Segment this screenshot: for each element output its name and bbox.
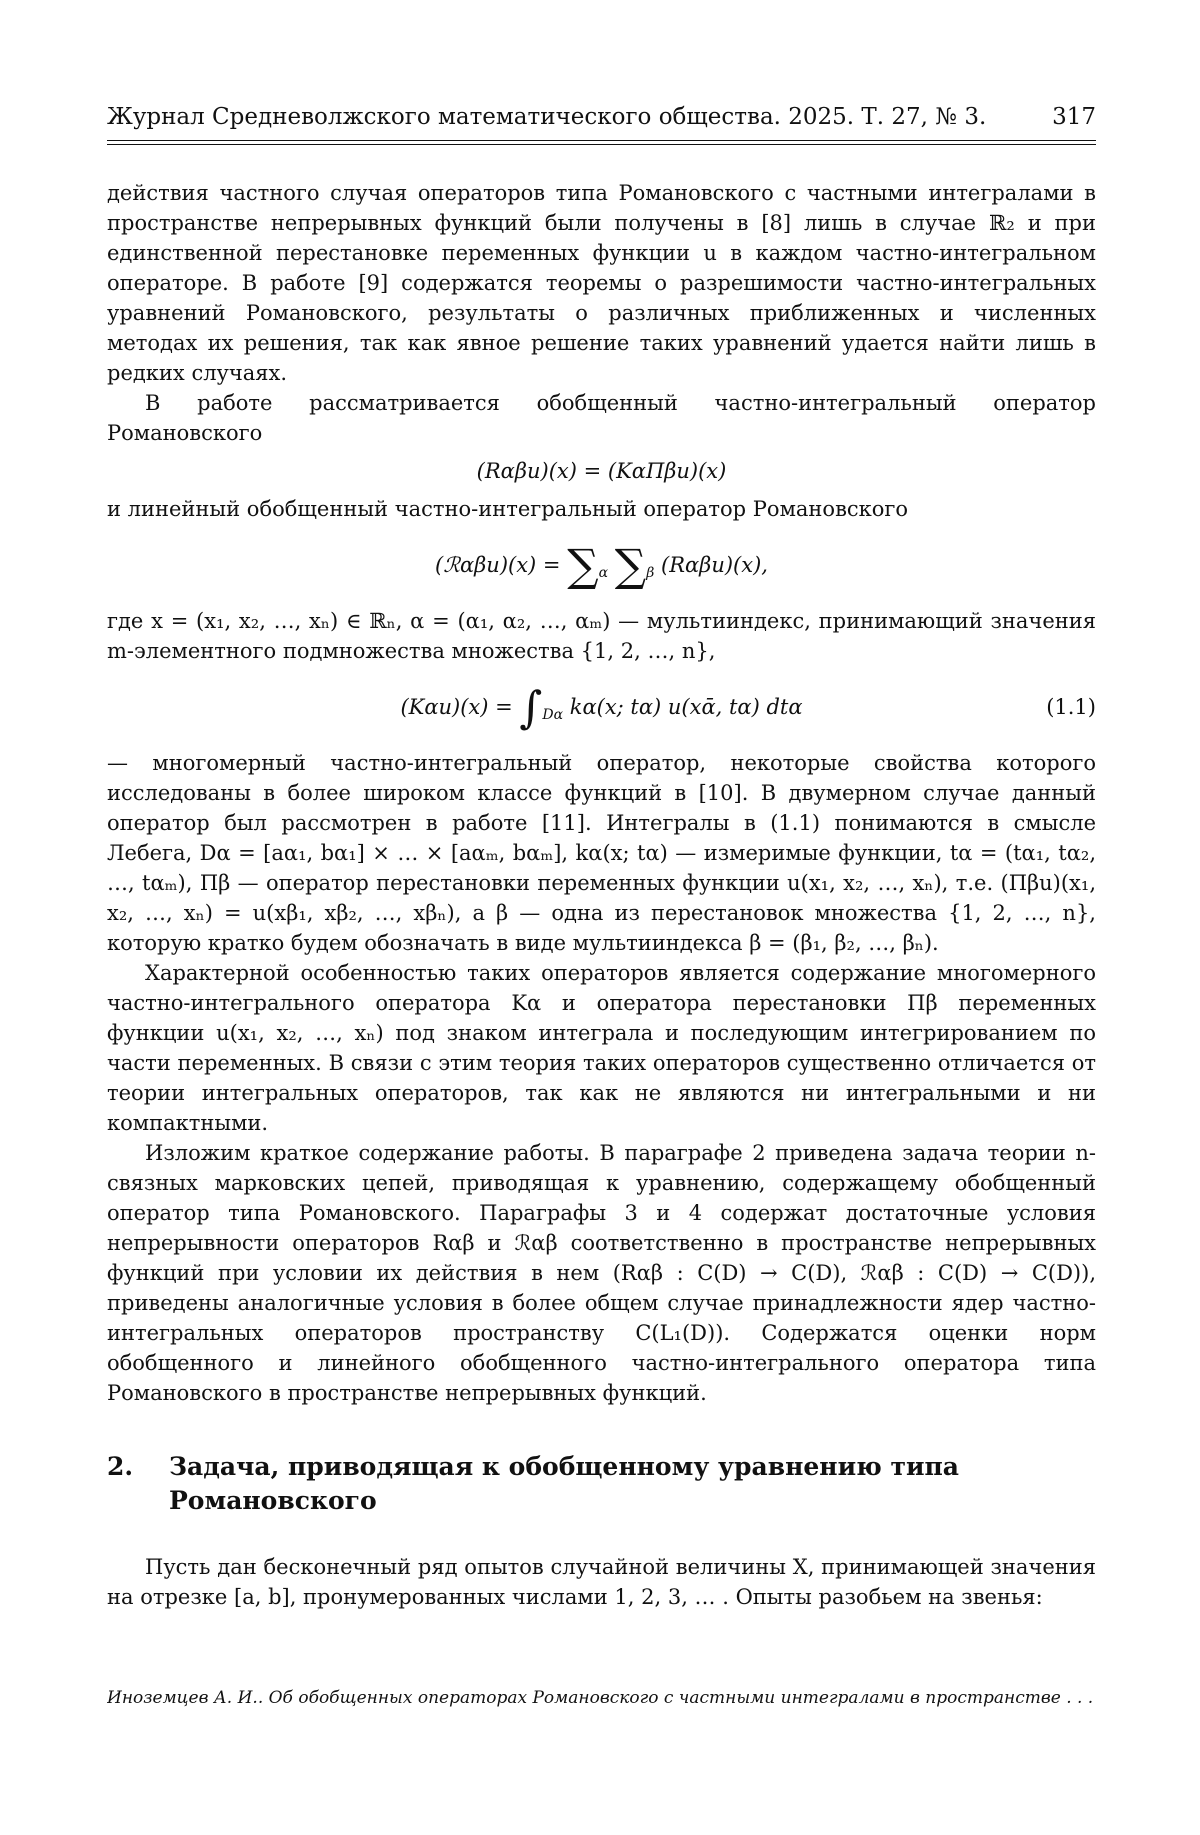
journal-title: Журнал Средневолжского математического общества. 2025. Т. 27, № 3. — [107, 104, 987, 130]
sum-sign-beta: ∑ — [614, 540, 647, 592]
running-header — [107, 104, 1096, 138]
sum-index-alpha: α — [598, 565, 609, 582]
paragraph-2: В работе рассматривается обобщенный частно-интегральный оператор Романовского — [107, 391, 1096, 445]
equation-3-right: kα(x; tα) u(xᾱ, tα) dtα — [569, 695, 803, 719]
sum-index-beta: β — [646, 565, 655, 582]
equation-1-text: (Rαβu)(x) = (KαΠβu)(x) — [476, 459, 727, 483]
article-body — [107, 178, 1096, 1612]
section-number: 2. — [107, 1452, 134, 1481]
equation-2-left: (ℛαβu)(x) = — [435, 553, 561, 577]
paragraph-1: действия частного случая операторов типа Романовского с частными интегралами в пространстве непрерывных функций были получены в [8] лишь в случае ℝ₂ и при единственной перестановке переменных функции u в каждом частно-интегральном операторе. В работе [9] содержатся теоремы о разрешимости частно-интегральных уравнений Романовского, результаты о различных приближенных и численных методах их решения, так как явное решение таких уравнений удается найти лишь в редких случаях. — [107, 181, 1096, 385]
paragraph-5: — многомерный частно-интегральный оператор, некоторые свойства которого исследованы в более широком классе функций в [10]. В двумерном случае данный оператор был рассмотрен в работе [11]. Интегралы в (1.1) понимаются в смысле Лебега, Dα = [aα₁, bα₁] × … × [aαₘ, bαₘ], kα(x; tα) — измеримые функции, tα = (tα₁, tα₂, …, tαₘ), Πβ — оператор перестановки переменных функции u(x₁, x₂, …, xₙ), т.е. (Πβu)(x₁, x₂, …, xₙ) = u(xβ₁, xβ₂, …, xβₙ), а β — одна из перестановок множества {1, 2, …, n}, которую кратко будем обозначать в виде мультииндекса β = (β₁, β₂, …, βₙ). — [107, 751, 1096, 955]
paragraph-7: Изложим краткое содержание работы. В параграфе 2 приведена задача теории n-связных марковских цепей, приводящая к уравнению, содержащему обобщенный оператор типа Романовского. Параграфы 3 и 4 содержат достаточные условия непрерывности операторов Rαβ и ℛαβ соответственно в пространстве непрерывных функций при условии их действия в нем (Rαβ : C(D) → C(D), ℛαβ : C(D) → C(D)), приведены аналогичные условия в более общем случае принадлежности ядер частно-интегральных операторов пространству C(L₁(D)). Содержатся оценки норм обобщенного и линейного обобщенного частно-интегрального оператора типа Романовского в пространстве непрерывных функций. — [107, 1141, 1096, 1405]
section-title: Задача, приводящая к обобщенному уравнению типа Романовского — [169, 1452, 959, 1515]
section-heading — [107, 1450, 1096, 1518]
page-number: 317 — [1052, 104, 1096, 130]
equation-linear-operator — [107, 532, 1096, 598]
equation-generalized-operator — [107, 456, 1096, 486]
equation-number: (1.1) — [1046, 695, 1096, 719]
header-rule-top — [107, 140, 1096, 141]
sum-sign-alpha: ∑ — [567, 540, 599, 592]
paragraph-4: где x = (x₁, x₂, …, xₙ) ∈ ℝₙ, α = (α₁, α₂, …, αₘ) — мультииндекс, принимающий значения m-элементного подмножества множества {1, 2, …, n}, — [107, 609, 1096, 663]
running-footer: Иноземцев А. И.. Об обобщенных операторах Романовского с частными интегралами в пространстве . . . — [107, 1688, 1094, 1708]
equation-2-right: (Rαβu)(x), — [661, 553, 768, 577]
integral-domain: Dα — [542, 707, 564, 724]
equation-3-left: (Kαu)(x) = — [400, 695, 513, 719]
paragraph-8: Пусть дан бесконечный ряд опытов случайной величины X, принимающей значения на отрезке [a, b], пронумерованных числами 1, 2, 3, … . Опыты разобьем на звенья: — [107, 1555, 1096, 1609]
paragraph-6: Характерной особенностью таких операторов является содержание многомерного частно-интегрального оператора Kα и оператора перестановки Πβ переменных функции u(x₁, x₂, …, xₙ) под знаком интеграла и последующим интегрированием по части переменных. В связи с этим теория таких операторов существенно отличается от теории интегральных операторов, так как не являются ни интегральными и ни компактными. — [107, 961, 1096, 1135]
equation-1-1 — [107, 674, 1096, 740]
paragraph-3: и линейный обобщенный частно-интегральный оператор Романовского — [107, 497, 909, 521]
integral-sign: ∫ — [519, 682, 543, 734]
header-rule-bottom — [107, 144, 1096, 145]
